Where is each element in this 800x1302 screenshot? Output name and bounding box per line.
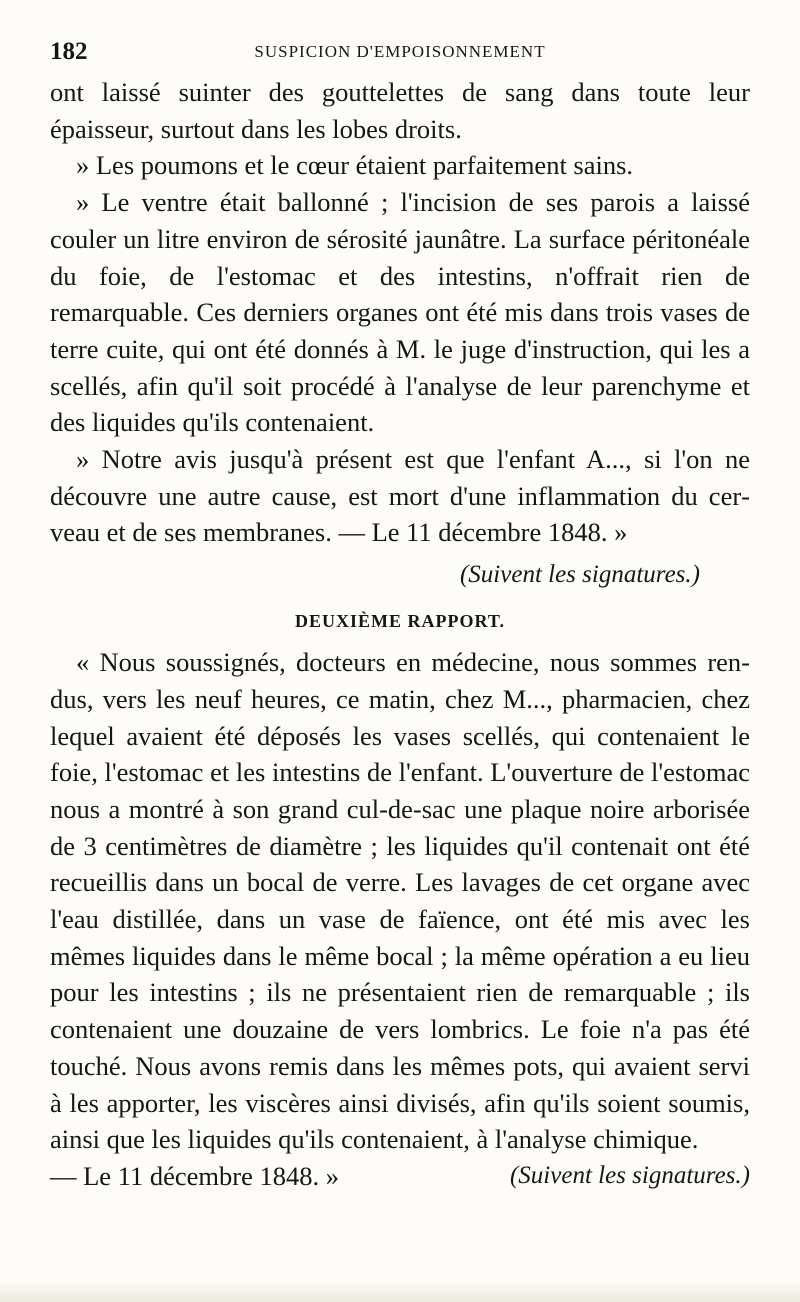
closing-line xyxy=(50,1158,750,1195)
body-text xyxy=(50,74,750,551)
second-report-text xyxy=(50,644,750,1158)
paragraph-second-report: « Nous soussignés, docteurs en médecine, nous sommes rendus, vers les neuf heures, ce matin, chez M..., pharmacien, chez lequel avaient été déposés les vases scellés, qui contenaient le foie, l'estomac et les intestins de l'enfant. L'ouverture de l'estomac nous a montré à son grand cul-de-sac une plaque noire arborisée de 3 centimètres de diamètre ; les liquides qu'il contenait ont été recueillis dans un bocal de verre. Les lavages de cet organe avec l'eau distillée, dans un vase de faïence, ont été mis avec les mêmes liquides dans le même bocal ; la même opération a eu lieu pour les intestins ; ils ne présentaient rien de remarquable ; ils contenaient une douzaine de vers lombrics. Le foie n'a pas été touché. Nous avons remis dans les mêmes pots, qui avaient servi à les apporter, les viscères ainsi divisés, afin qu'ils soient soumis, ainsi que les liquides qu'ils contenaient, à l'analyse chimique. xyxy=(50,647,750,1155)
running-header xyxy=(50,34,750,74)
running-title: SUSPICION D'EMPOISONNEMENT xyxy=(254,42,546,61)
page-number: 182 xyxy=(50,38,88,65)
paragraph-opinion: » Notre avis jusqu'à présent est que l'enfant A..., si l'on ne découvre une autre cause, est mort d'une inflammation du cerveau et de ses membranes. — Le 11 décembre 1848. » xyxy=(50,444,750,548)
page-bottom-edge xyxy=(0,1280,800,1302)
section-heading: DEUXIÈME RAPPORT. xyxy=(294,611,506,632)
signatures-note-first: (Suivent les signatures.) xyxy=(459,561,700,589)
paragraph-continuation: ont laissé suinter des gouttelettes de sang dans toute leur épaisseur, surtout dans les lobes droits. xyxy=(50,77,750,144)
closing-date: — Le 11 décembre 1848. » xyxy=(50,1160,339,1191)
signatures-note-second: (Suivent les signatures.) xyxy=(509,1161,750,1189)
paragraph-abdomen: » Le ventre était ballonné ; l'incision de ses parois a laissé couler un litre environ de sérosité jaunâtre. La surface péritonéale du foie, de l'estomac et des intestins, n'offrait rien de remarquable. Ces derniers organes ont été mis dans trois vases de terre cuite, qui ont été donnés à M. le juge d'instruction, qui les a scellés, afin qu'il soit procédé à l'analyse de leur parenchyme et des liquides qu'ils contenaient. xyxy=(50,187,750,438)
paragraph-lungs-heart: » Les poumons et le cœur étaient parfaitement sains. xyxy=(76,150,634,181)
